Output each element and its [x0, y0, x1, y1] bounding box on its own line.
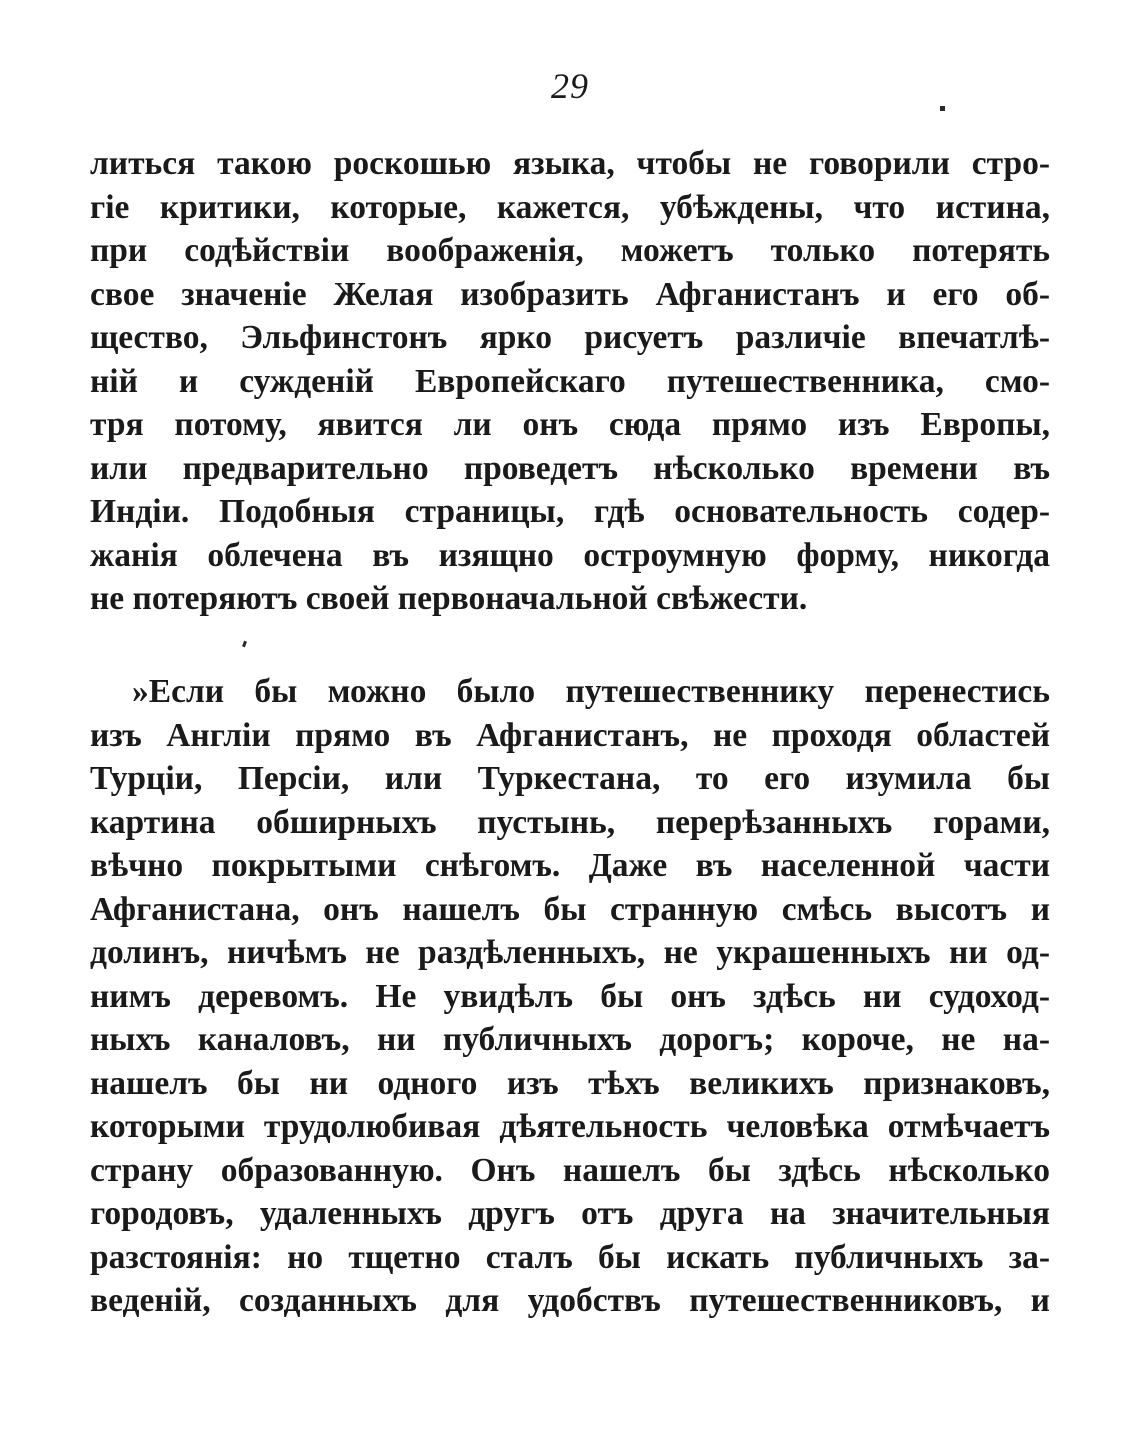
paragraph-1 — [90, 142, 1050, 621]
page-number: 29 — [551, 66, 589, 106]
text-line: вѣчно покрытыми снѣгомъ. Даже въ населенной части — [90, 847, 1050, 884]
text-line: нашелъ бы ни одного изъ тѣхъ великихъ признаковъ, — [90, 1064, 1050, 1102]
text-line: ній и сужденій Европейскаго путешественника, смо- — [90, 362, 1050, 400]
text-line: не потеряютъ своей первоначальной свѣжести. — [90, 580, 808, 617]
print-speck — [242, 641, 247, 648]
text-line: гіе критики, которые, кажется, убѣждены, что истина, — [90, 188, 1050, 226]
text-line: которыми трудолюбивая дѣятельность человѣка отмѣчаетъ — [90, 1108, 1050, 1145]
text-line: долинъ, ничѣмъ не раздѣленныхъ, не украшенныхъ ни од- — [90, 934, 1050, 971]
text-line: жанія облечена въ изящно остроумную форму, никогда — [90, 536, 1050, 574]
text-line: или предварительно проведетъ нѣсколько времени въ — [90, 449, 1050, 487]
paragraph-2 — [90, 670, 1050, 1323]
text-line: городовъ, удаленныхъ другъ отъ друга на значительныя — [90, 1195, 1050, 1232]
text-line: страну образованную. Онъ нашелъ бы здѣсь нѣсколько — [90, 1151, 1050, 1189]
text-line: щество, Эльфинстонъ ярко рисуетъ различіе впечатлѣ- — [90, 319, 1050, 356]
text-line: нимъ деревомъ. Не увидѣлъ бы онъ здѣсь ни судоход- — [90, 977, 1050, 1015]
text-line: веденій, созданныхъ для удобствъ путешественниковъ, и — [90, 1282, 1050, 1319]
text-line: тря потому, явится ли онъ сюда прямо изъ Европы, — [90, 406, 1050, 443]
text-line: при содѣйствіи воображенія, можетъ только потерять — [90, 232, 1050, 269]
text-line: литься такою роскошью языка, чтобы не говорили стро- — [90, 145, 1050, 182]
text-line: картина обширныхъ пустынь, перерѣзанныхъ горами, — [90, 803, 1050, 841]
text-line: Афганистана, онъ нашелъ бы странную смѣсь высотъ и — [90, 890, 1050, 928]
text-line: свое значеніе Желая изобразить Афганистанъ и его об- — [90, 275, 1050, 313]
print-speck — [940, 106, 945, 111]
text-line: изъ Англіи прямо въ Афганистанъ, не проходя областей — [90, 716, 1050, 754]
text-line: Индіи. Подобныя страницы, гдѣ основательность содер- — [90, 493, 1050, 530]
text-line: »Если бы можно было путешественнику перенестись — [132, 673, 1050, 710]
text-line: разстоянія: но тщетно сталъ бы искать публичныхъ за- — [90, 1238, 1050, 1276]
text-line: Турціи, Персіи, или Туркестана, то его изумила бы — [90, 760, 1050, 797]
text-line: ныхъ каналовъ, ни публичныхъ дорогъ; короче, не на- — [90, 1021, 1050, 1058]
